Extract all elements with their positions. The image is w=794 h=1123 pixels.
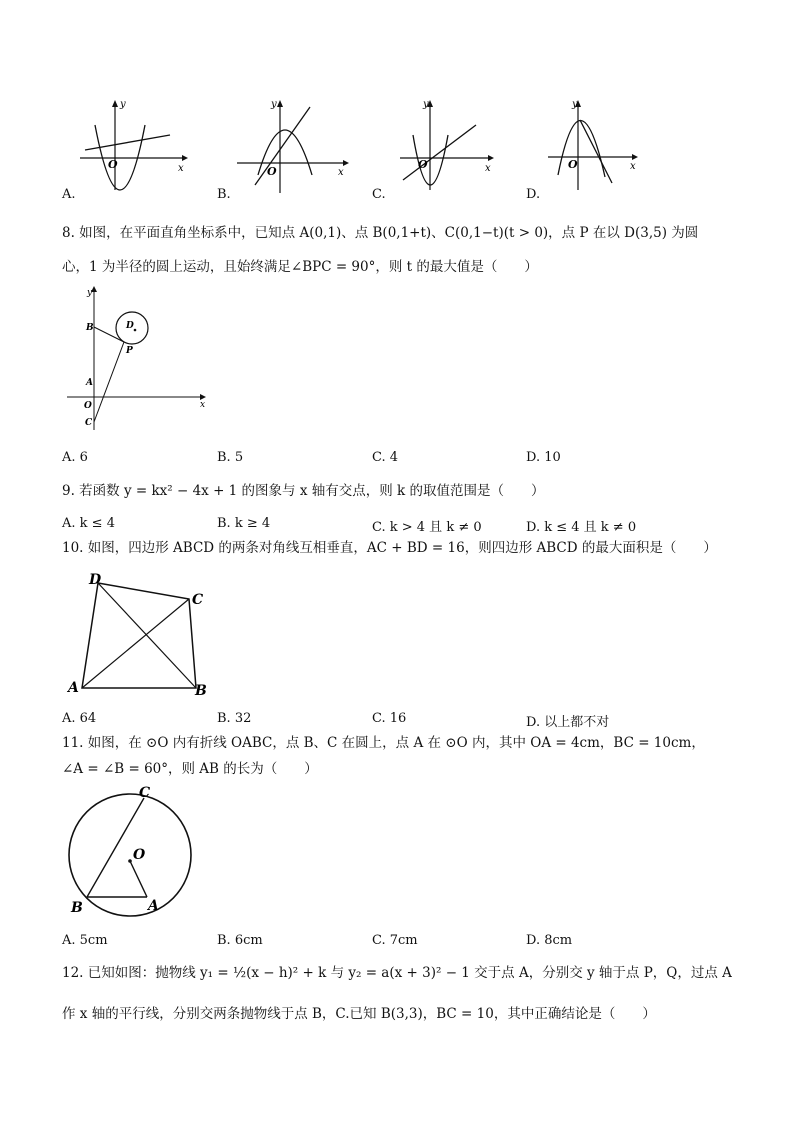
svg-text:A: A — [148, 898, 159, 914]
q7-graph-d — [540, 95, 650, 195]
q8-option-d: D. 10 — [526, 450, 561, 465]
q8-option-c: C. 4 — [372, 450, 399, 465]
svg-text:D: D — [126, 321, 134, 331]
svg-text:C: C — [192, 592, 204, 608]
svg-text:O: O — [108, 158, 118, 171]
q8-stem-line2: 心，1 为半径的圆上运动，且始终满足∠BPC = 90°，则 t 的最大值是（ ） — [62, 259, 538, 275]
q11-option-b: B. 6cm — [217, 933, 263, 948]
svg-text:B: B — [86, 323, 94, 333]
q10-option-d: D. 以上都不对 — [526, 715, 610, 730]
q7-option-a: A. — [62, 187, 76, 202]
svg-text:y: y — [87, 288, 93, 298]
svg-text:B: B — [71, 900, 83, 916]
svg-text:A: A — [68, 680, 79, 696]
q7-graph-b — [225, 95, 355, 195]
svg-text:x: x — [630, 161, 636, 172]
q10-figure — [62, 568, 222, 703]
q7-option-c: C. — [372, 187, 386, 202]
q11-option-d: D. 8cm — [526, 933, 573, 948]
svg-text:B: B — [195, 683, 207, 699]
svg-text:y: y — [120, 99, 126, 110]
svg-text:y: y — [572, 99, 578, 110]
q11-figure — [62, 783, 202, 918]
q9-stem: 9. 若函数 y = kx² − 4x + 1 的图象与 x 轴有交点，则 k 的取值范围是（ ） — [62, 483, 545, 499]
svg-text:A: A — [86, 378, 93, 388]
svg-text:O: O — [267, 165, 277, 178]
svg-text:y: y — [271, 99, 277, 110]
q7-option-b: B. — [217, 187, 231, 202]
q8-stem-line1: 8. 如图，在平面直角坐标系中，已知点 A(0,1)、点 B(0,1+t)、C(0,1−t)(t > 0)，点 P 在以 D(3,5) 为圆 — [62, 225, 699, 241]
svg-text:P: P — [126, 346, 133, 356]
svg-text:D: D — [89, 572, 102, 588]
svg-text:O: O — [418, 158, 428, 171]
svg-text:x: x — [200, 400, 206, 410]
q7-option-d: D. — [526, 187, 541, 202]
svg-text:O: O — [568, 158, 578, 171]
q11-stem-line2: ∠A = ∠B = 60°，则 AB 的长为（ ） — [62, 761, 318, 777]
svg-text:O: O — [133, 847, 146, 863]
q8-option-b: B. 5 — [217, 450, 244, 465]
q10-option-c: C. 16 — [372, 711, 407, 726]
q9-option-c: C. k > 4 且 k ≠ 0 — [372, 520, 482, 535]
q11-stem-line1: 11. 如图，在 ⊙O 内有折线 OABC，点 B、C 在圆上，点 A 在 ⊙O 内，其中 OA = 4cm，BC = 10cm， — [62, 735, 705, 751]
svg-text:O: O — [84, 401, 92, 411]
q9-option-d: D. k ≤ 4 且 k ≠ 0 — [526, 520, 637, 535]
svg-text:C: C — [139, 785, 151, 801]
svg-text:x: x — [178, 163, 184, 174]
q9-option-b: B. k ≥ 4 — [217, 516, 271, 531]
q10-option-a: A. 64 — [62, 711, 97, 726]
svg-text:y: y — [423, 99, 429, 110]
svg-text:x: x — [338, 167, 344, 178]
q11-option-a: A. 5cm — [62, 933, 108, 948]
q12-stem-line2: 作 x 轴的平行线，分别交两条抛物线于点 B，C.已知 B(3,3)，BC = 10，其中正确结论是（ ） — [62, 1006, 656, 1022]
svg-text:C: C — [85, 418, 93, 428]
q12-stem-line1: 12. 已知如图：抛物线 y₁ = ½(x − h)² + k 与 y₂ = a(x + 3)² − 1 交于点 A，分别交 y 轴于点 P，Q，过点 A — [62, 965, 732, 981]
q8-figure — [62, 282, 212, 432]
q10-option-b: B. 32 — [217, 711, 252, 726]
q8-option-a: A. 6 — [62, 450, 88, 465]
q7-graph-a — [60, 95, 190, 195]
q11-option-c: C. 7cm — [372, 933, 418, 948]
q9-option-a: A. k ≤ 4 — [62, 516, 115, 531]
q10-stem: 10. 如图，四边形 ABCD 的两条对角线互相垂直，AC + BD = 16，则四边形 ABCD 的最大面积是（ ） — [62, 540, 717, 556]
svg-text:x: x — [485, 163, 491, 174]
q7-graph-c — [388, 95, 518, 195]
